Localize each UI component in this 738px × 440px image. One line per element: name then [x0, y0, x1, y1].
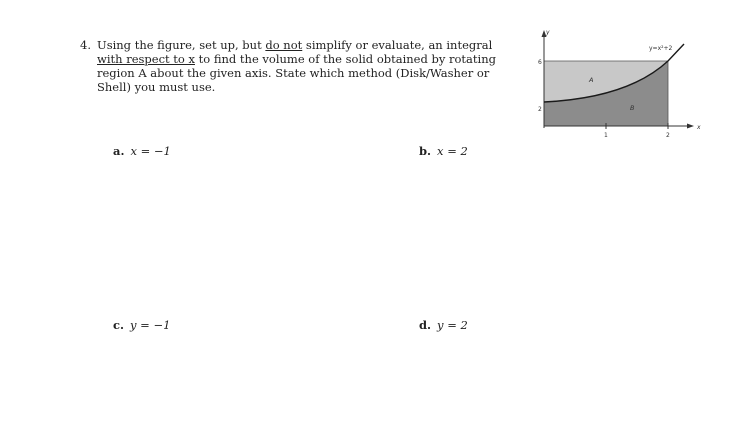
region-a-label: A: [589, 76, 594, 84]
problem-line4: Shell) you must use.: [97, 80, 216, 94]
problem-line1-end: simplify or evaluate, an integral: [302, 38, 493, 52]
part-d-label: d.: [419, 318, 432, 332]
part-b: [419, 144, 468, 158]
part-c: [113, 318, 170, 332]
part-a-label: a.: [113, 144, 125, 158]
part-a: [113, 144, 171, 158]
x-axis-arrow: [687, 124, 694, 129]
part-d-equation: y = 2: [437, 318, 468, 332]
problem-line2-underlined: with respect to x: [97, 52, 195, 66]
problem-line3: region A about the given axis. State which method (Disk/Washer or: [97, 66, 490, 80]
part-a-equation: x = −1: [130, 144, 171, 158]
problem-number: 4.: [80, 38, 91, 52]
part-c-label: c.: [113, 318, 125, 332]
y-axis-label: y: [546, 29, 550, 36]
y-tick-2-label: 2: [538, 106, 542, 113]
problem-line1-underlined: do not: [265, 38, 303, 52]
region-b-label: B: [630, 104, 635, 112]
problem-text: [97, 38, 500, 94]
problem-line2-end: to find the volume of the solid obtained by rotating: [194, 52, 496, 66]
x-axis-label: x: [697, 124, 701, 131]
part-b-label: b.: [419, 144, 432, 158]
problem-statement: [80, 38, 500, 94]
problem-line1: Using the figure, set up, but: [97, 38, 266, 52]
x-tick-1-label: 1: [604, 132, 608, 139]
x-tick-2-label: 2: [666, 132, 670, 139]
part-b-equation: x = 2: [437, 144, 468, 158]
region-figure: [528, 24, 714, 154]
part-c-equation: y = −1: [130, 318, 171, 332]
part-d: [419, 318, 468, 332]
curve-label: y=x²+2: [649, 45, 673, 52]
y-tick-6-label: 6: [538, 59, 542, 66]
